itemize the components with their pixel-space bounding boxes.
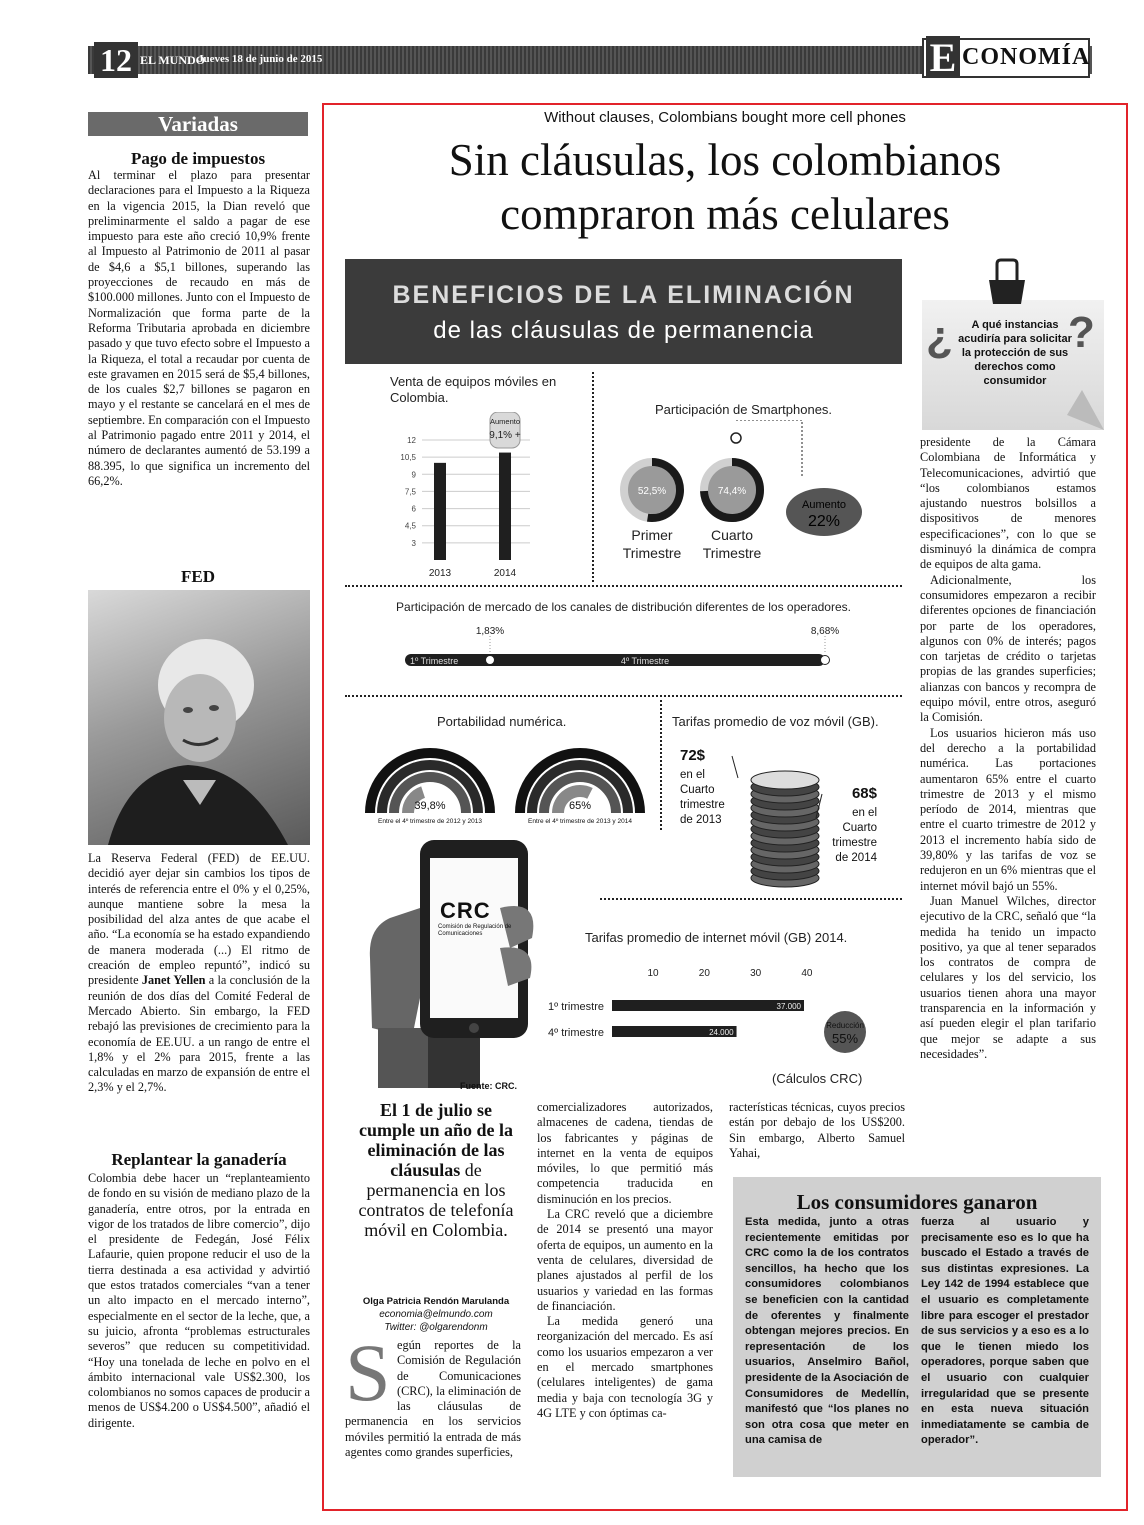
item-title-taxes: Pago de impuestos — [130, 149, 266, 168]
tick-label: 3 — [411, 538, 416, 548]
value-caption: trimestre — [680, 799, 725, 811]
slice-value: 74,4% — [717, 486, 747, 497]
translation-line: Without clauses, Colombians bought more cell phones — [544, 109, 906, 126]
pull-quote — [350, 1100, 522, 1240]
chart-voice-title: Tarifas promedio de voz móvil (GB). — [672, 714, 879, 729]
tick-label: 6 — [411, 504, 416, 514]
gauge-value: 39,8% — [414, 800, 446, 812]
tick-label: 7,5 — [404, 487, 416, 497]
increase-label: Aumento — [801, 499, 847, 511]
data-point — [486, 656, 495, 665]
quarter-label: Primer — [631, 527, 673, 543]
sidebar-section-title: Variadas — [88, 112, 308, 136]
headline-line-1: Sin cláusulas, los colombianos — [448, 135, 1002, 185]
tick-label: 10 — [647, 968, 659, 979]
tick-label: 10,5 — [400, 453, 416, 463]
byline-author: Olga Patricia Rendón Marulanda — [362, 1296, 510, 1307]
fed-photo — [88, 590, 310, 845]
tick-label: 30 — [750, 968, 762, 979]
question-mark-open: ¿ — [926, 312, 953, 361]
category-label: 4º trimestre — [548, 1027, 604, 1039]
chart-smartphone — [612, 420, 892, 570]
bar-value: 37.000 — [776, 1002, 801, 1011]
drop-cap: S — [345, 1327, 391, 1418]
gauge-value: 65% — [568, 800, 592, 812]
value-caption: en el — [680, 769, 705, 781]
item-body-fed: La Reserva Federal (FED) de EE.UU. decidió ayer dejar sin cambios los tipos de interés de referencia entre el 0% y el 0,25%, aunque mantiene sobre la mesa la posibilidad del alza antes de que acabe el año. “La economía se ha estado expandiendo de manera moderada (...) El ritmo de creación de empleo repuntó”, indicó su presidente Janet Yellen a la conclusión de la reunión de dos días del Comité Federal de Mercado Abierto. Sin embargo, la FED rebajó las previsiones de crecimiento para la economía de EE.UU. a un rango de entre el 1,8% y el 2% para 2015, frente a las calculadas en marzo de expansión de entre el 2,3% y el 2,7%. — [88, 851, 311, 1095]
yellen-name: Janet Yellen — [141, 973, 206, 988]
chart-channels-title: Participación de mercado de los canales de distribución diferentes de los operadores. — [396, 600, 851, 614]
reduction-value: 55% — [831, 1031, 859, 1046]
body-column-3: racterísticas técnicas, cuyos precios están por debajo de los US$200. Sin embargo, Alberto Samuel Yahai, — [729, 1100, 905, 1160]
headline-line-2: compraron más celulares — [500, 189, 950, 239]
chart-smartphone-title: Participación de Smartphones. — [655, 402, 833, 417]
quarter-label: Cuarto — [710, 527, 754, 543]
category-label: 2014 — [493, 568, 517, 579]
quarter-label: Trimestre — [622, 545, 682, 561]
value-label: 68$ — [851, 785, 877, 802]
pull-quote-rest: de permanencia en los contratos de telefonía móvil en Colombia. — [358, 1160, 514, 1240]
byline-email: economia@elmundo.com — [379, 1309, 493, 1320]
value-caption: de 2014 — [835, 852, 877, 864]
chart-portability-title: Portabilidad numérica. — [437, 714, 567, 729]
timeline-bar — [405, 654, 825, 666]
divider — [660, 700, 662, 830]
pull-quote-bold: El 1 de julio se cumple un año de la eliminación de las cláusulas — [358, 1100, 514, 1180]
gauge-caption: Entre el 4º trimestre de 2012 y 2013 — [378, 818, 482, 825]
issue-date: Jueves 18 de junio de 2015 — [198, 53, 323, 65]
chart-internet-source: (Cálculos CRC) — [772, 1071, 863, 1086]
bar — [434, 463, 446, 560]
chart-sales — [400, 412, 620, 587]
quarter-label: Trimestre — [702, 545, 762, 561]
phone-illustration — [350, 838, 540, 1088]
increase-label: Aumento — [489, 417, 521, 426]
section-name: CONOMÍA — [962, 44, 1091, 70]
reduction-label: Reducción — [826, 1021, 864, 1030]
leader — [732, 756, 738, 778]
bar — [499, 453, 511, 560]
item-body-cattle: Colombia debe hacer un “replanteamiento de fondo en su visión de mediano plazo de la ganadería, entre otros, por la entrada en vigor de los tratados de libre comercio”, dijo el presidente de Fedegán, José Félix Lafaurie, quien propone reducir el uso de la tierra destinada a esa actividad y advirtió que estos tratados comerciales “van a tener un alto impacto en el mercado interno”, especialmente en el sector de la leche, que, a su juicio, afronta “problemas estructurales severos” que reducen su competitividad. “Hoy una tonelada de leche en polvo en el ámbito internacional vale US$2.300, los colombianos no somos capaces de producir a menos de US$4.200 o US$4.500”, añadió el dirigente. — [88, 1171, 310, 1430]
consumers-box-col2: fuerza al usuario y precisamente eso es lo que ha buscado el Estado a través de sus distintas expresiones. La Ley 142 de 1994 establece que el usuario es completamente libre para escoger el prestador de sus servicios y a eso es a lo que le tienen miedo los operadores, porque saben que el usuario con cualquier irregularidad que se presente en esta nueva situación inmediatamente se cambia de operador”. — [921, 1216, 1089, 1447]
item-body-taxes: Al terminar el plazo para presentar declaraciones para el Impuesto a la Riqueza en la vigencia 2015, la Dian reveló que preliminarmente el saldo a pagar de ese impuesto para este año creció 10,9% frente al Impuesto al Patrimonio de 2011 al pasar de $4,6 a $5,1 billones, superando las proyecciones de recaudo en más de $100.000 millones. Junto con el Impuesto de Normalización que forma parte de la Reforma Tributaria aprobada en diciembre pasado y que tuvo efecto sobre el Impuesto a la Riqueza, el total a recaudar por cuenta de este gravamen en 2015 será de $5,4 billones, de los cuales $2,7 billones se pagaron en mayo y el restante se cancelará en el mes de septiembre. En comparación con el Impuesto al Patrimonio pagado entre 2011 y 2014, el número de declarantes aumentó de 53.199 a 88.395, lo que significa un incremento del 66,2%. — [88, 168, 310, 488]
quarter-label: 4º Trimestre — [620, 656, 670, 666]
crc-logo: CRC — [440, 898, 491, 923]
bar-value: 24.000 — [709, 1028, 734, 1037]
data-label: 1,83% — [475, 626, 505, 637]
item-title-fed: FED — [181, 567, 215, 586]
increase-value: 9,1% + — [489, 430, 521, 441]
source-note: Fuente: CRC. — [460, 1081, 517, 1091]
tick-label: 9 — [411, 470, 416, 480]
value-caption: en el — [852, 807, 877, 819]
infographic-banner — [345, 259, 902, 364]
increase-value: 22% — [807, 513, 841, 530]
value-caption: Cuarto — [680, 784, 715, 796]
divider — [345, 695, 902, 697]
value-caption: Cuarto — [842, 822, 877, 834]
page-number: 12 — [94, 42, 138, 78]
chart-internet-title: Tarifas promedio de internet móvil (GB) 2014. — [585, 930, 848, 945]
body-column-2: comercializadores autorizados, almacenes de cadena, tiendas de los fabricantes y páginas de internet en la venta de equipos móviles, lo que permitió más competencia traducida en disminución en los precios. La CRC reveló que a diciembre de 2014 se presentó una mayor oferta de equipos, un aumento en la venta de celulares, diversidad de planes ajustados al perfil de los usuarios y variedad en las formas de financiación. La medida generó una reorganización del mercado. Es así como los usuarios empezaron a ver en el mercado smartphones (celulares inteligentes) de gama media y baja con tecnología 3G y 4G LTE y con óptimas ca- — [537, 1100, 713, 1420]
quarter-label: 1º Trimestre — [410, 656, 459, 666]
value-caption: trimestre — [832, 837, 877, 849]
slice-value: 52,5% — [637, 486, 667, 497]
consumers-box-col1: Esta medida, junto a otras recientemente emitidas por CRC como la de los contratos sencillos, ha hecho que los consumidores colombianos se beneficien con la cantidad de oferentes y finalmente obtengan mejores precios. En representación de los usuarios, Anselmiro Bañol, presidente de la Asociación de Consumidores de Medellín, manifestó que “los planes no son otra cosa que meter en una camisa de — [745, 1216, 909, 1447]
crc-logo-sub: Comisión de Regulación de Comunicaciones — [438, 924, 512, 937]
question-box — [922, 300, 1104, 430]
question-mark-close: ? — [1068, 308, 1095, 357]
chart-channels — [400, 620, 850, 680]
body-column-right: presidente de la Cámara Colombiana de Informática y Telecomunicaciones, advirtió que “los colombianos estamos ajustando nuestros bolsillos a dispositivos de menores especificaciones”, con lo que se disminuyó la dinámica de compra de equipos de alta gama. Adicionalmente, los consumidores empezaron a recibir diferentes opciones de financiación por parte de los operadores, algunos con 0% de interés; pagos con tarjetas de crédito o tarjetas propias de las grandes superficies; alianzas con bancos y recompra de equipo móvil, entre otros, aseguró la Comisión. Los usuarios hicieron más uso del derecho a la portabilidad numérica. Las portaciones aumentaron 65% entre el cuarto trimestre de 2013 y el mismo período de 2014, mientras que entre el cuarto trimestre de 2012 y 2013 el incremento había sido de 39,80% y las tarifas de voz se redujeron en un 6% mientras que el internet móvil bajó un 55%. Juan Manuel Wilches, director ejecutivo de la CRC, señaló que “la medida ha tenido un impacto positivo, ya que al tener separados los contratos de compra de celulares y los del servicio, los usuarios tienen ahora una mayor transparencia en la información y así pueden elegir el plan tarifario que mejor se adapte a sus necesidades”. — [920, 435, 1096, 1061]
tick-label: 40 — [801, 968, 813, 979]
item-title-cattle: Replantear la ganadería — [111, 1150, 287, 1169]
chart-portability — [360, 735, 660, 835]
gauge-caption: Entre el 4º trimestre de 2013 y 2014 — [528, 818, 632, 825]
chart-voice — [672, 738, 902, 888]
bar — [612, 1000, 804, 1011]
banner-line-2: de las cláusulas de permanencia — [433, 317, 814, 344]
consumers-box-title: Los consumidores ganaron — [796, 1190, 1038, 1214]
chart-internet — [540, 948, 870, 1068]
data-label: 8,68% — [810, 626, 840, 637]
coin-top — [751, 771, 819, 789]
category-label: 1º trimestre — [548, 1001, 604, 1013]
paper-name: EL MUNDO — [140, 53, 206, 67]
tick-label: 12 — [407, 436, 416, 445]
data-point — [821, 656, 830, 665]
binder-clip-icon — [985, 258, 1029, 308]
tick-label: 4,5 — [404, 521, 416, 531]
category-label: 2013 — [428, 568, 452, 579]
question-text: A qué instancias acudiría para solicitar la protección de sus derechos como consumidor — [958, 319, 1072, 387]
byline-twitter: Twitter: @olgarendonm — [384, 1322, 488, 1333]
chart-sales-title: Venta de equipos móviles en Colombia. — [390, 374, 557, 405]
divider — [600, 898, 902, 900]
banner-line-1: BENEFICIOS DE LA ELIMINACIÓN — [392, 281, 855, 309]
marker — [731, 433, 741, 443]
body-column-1: egún reportes de la Comisión de Regulación de Comunicaciones (CRC), la eliminación de las cláusulas de permanencia en los servicios móviles permitió la entrada de más agentes como grandes superficies, — [345, 1338, 521, 1460]
tick-label: 20 — [698, 968, 710, 979]
value-label: 72$ — [680, 747, 706, 764]
section-initial: E — [926, 36, 960, 78]
value-caption: de 2013 — [680, 814, 722, 826]
